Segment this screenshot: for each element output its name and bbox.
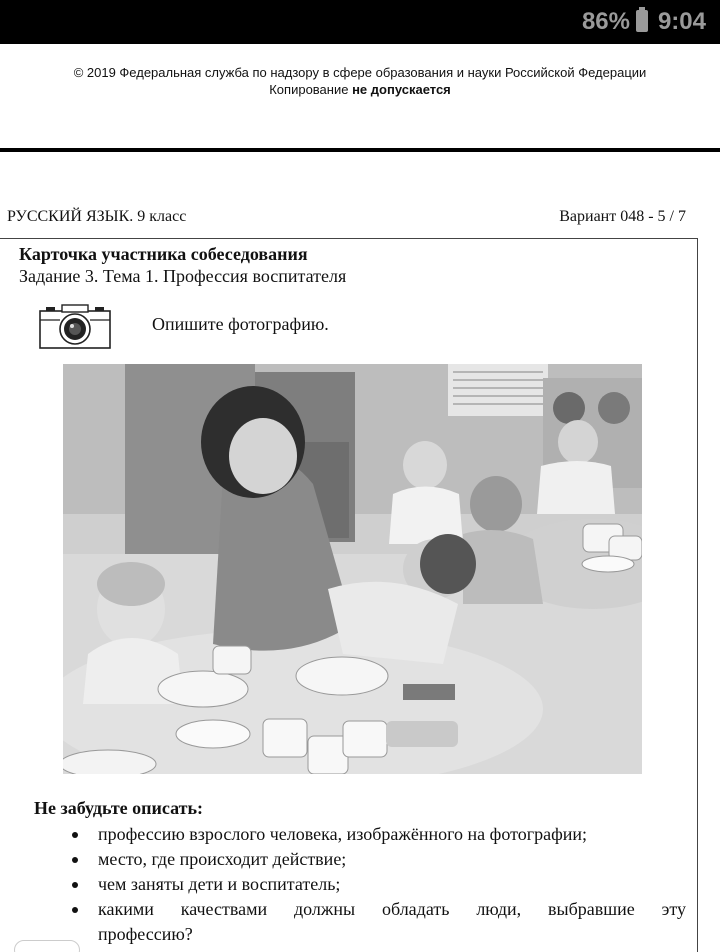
list-item-continuation	[70, 922, 686, 947]
copy-restriction	[0, 81, 720, 98]
reminder-heading: Не забудьте описать:	[34, 798, 204, 818]
status-bar	[0, 0, 720, 44]
instruction-text: Опишите фотографию.	[152, 314, 329, 334]
header-divider	[0, 148, 720, 152]
list-item: какими качествами должны обладать люди, выбравшие эту	[70, 897, 686, 922]
variant-label: Вариант 048 - 5 / 7	[559, 208, 686, 225]
list-item-continuation-text: профессию?	[98, 924, 193, 944]
list-item: чем заняты дети и воспитатель;	[70, 872, 686, 897]
subject-label: РУССКИЙ ЯЗЫК. 9 класс	[7, 208, 187, 225]
kindergarten-photo	[63, 364, 642, 774]
list-item: профессию взрослого человека, изображённого на фотографии;	[70, 822, 686, 847]
battery-icon	[636, 10, 648, 32]
camera-icon	[38, 302, 112, 350]
battery-level: 86%	[581, 8, 630, 35]
task-topic: Задание 3. Тема 1. Профессия воспитателя	[19, 266, 347, 286]
copyright-notice	[0, 64, 720, 98]
page-nav-tab[interactable]	[14, 940, 80, 952]
copy-restriction-prefix: Копирование	[269, 82, 353, 97]
copy-restriction-bold: не допускается	[352, 82, 451, 97]
card-title: Карточка участника собеседования	[19, 244, 308, 264]
list-item: место, где происходит действие;	[70, 847, 686, 872]
clock: 9:04	[657, 8, 706, 35]
copyright-line: © 2019 Федеральная служба по надзору в сфере образования и науки Российской Федерации	[73, 65, 647, 80]
reminder-list	[70, 822, 686, 947]
